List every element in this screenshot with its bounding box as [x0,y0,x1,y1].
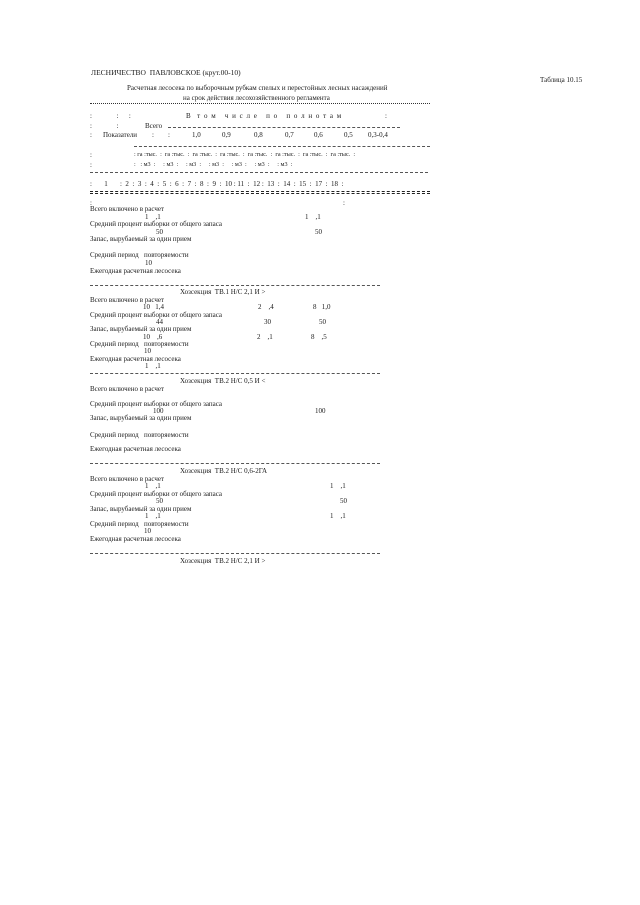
section4-rule [90,553,380,554]
s1-stock-label: Запас, вырубаемый за один прием [90,325,192,333]
section3-rule [90,463,380,464]
col-sep-row5: : [90,161,92,169]
density-0-6: 0,6 [314,131,323,139]
col-sep-row3b: : : [152,131,170,139]
s2-stock-label: Запас, вырубаемый за один прием [90,414,192,422]
s2-total-label: Всего включено в расчет [90,385,165,393]
s3-title: Хозсекция ТВ.2 Н/С 0,6-2ГА [180,467,268,475]
s2-avg-value-b: 100 [315,407,326,415]
s3-stock-label: Запас, вырубаемый за один прием [90,505,192,513]
density-heading: В т о м ч и с л е п о п о л н о т а м [186,112,343,120]
s1-total-value: 10 1,4 [143,303,164,311]
col-sep-row2: : : [90,122,119,130]
s0-avg-value: 50 [156,228,163,236]
s1-stock-value: 10 ,6 [143,333,163,341]
s0-total-value-b: 1 ,1 [305,213,321,221]
density-0-9: 0,9 [222,131,231,139]
section2-rule [90,373,380,374]
s1-stock-value-c: 8 ,5 [311,333,327,341]
units-top-rule [134,146,430,147]
s2-avg-label: Средний процент выборки от общего запаса [90,400,223,408]
s3-period-label: Средний период повторяемости [90,520,189,528]
density-1-0: 1,0 [192,131,201,139]
s1-total-value-b: 2 ,4 [258,303,274,311]
s0-avg-value-b: 50 [315,228,322,236]
s3-stock-value: 1 ,1 [145,512,161,520]
column-numbers: : 1 : 2 : 3 : 4 : 5 : 6 : 7 : 8 : 9 : 10 : 11 : 12 : 13 : 14 : 15 : 17 : 18 : [90,180,344,188]
table-title-line1: Расчетная лесосека по выборочным рубкам спелых и перестойных лесных насаждений [127,84,388,92]
col-sep-row3: : [90,131,92,139]
s1-title: Хозсекция ТВ.1 Н/С 2,1 И > [180,288,266,296]
s2-avg-value: 100 [153,407,164,415]
pokazateli-label: Показатели [103,131,138,139]
s3-total-value: 1 ,1 [145,482,161,490]
density-0-3-0-4: 0,3-0,4 [368,131,388,139]
s0-stock-label: Запас, вырубаемый за один прием [90,235,192,243]
s2-annual-label: Ежегодная расчетная лесосека [90,445,181,453]
s3-total-label: Всего включено в расчет [90,475,165,483]
density-underline [168,127,400,128]
s3-total-value-b: 1 ,1 [330,482,346,490]
table-title-line2: на срок действия лесохозяйственного регламента [183,94,330,102]
s0-total-value: 1 ,1 [145,213,161,221]
vsego-label: Всего [145,122,163,130]
m3-row: : : м3 : : м3 : : м3 : : м3 : : м3 : : м3 : : м3 : [134,161,293,168]
s3-stock-value-b: 1 ,1 [330,512,346,520]
section1-rule [90,285,380,286]
s0-period-label: Средний период повторяемости [90,251,189,259]
s3-annual-label: Ежегодная расчетная лесосека [90,535,181,543]
s0-total-label: Всего включено в расчет [90,205,165,213]
s2-period-label: Средний период повторяемости [90,431,189,439]
s1-annual-label: Ежегодная расчетная лесосека [90,355,181,363]
s3-avg-value-b: 50 [340,497,347,505]
s1-period-value: 10 [144,347,151,355]
s1-annual-value: 1 ,1 [145,362,161,370]
s1-total-value-c: 8 1,0 [313,303,331,311]
units-row: : га :тыс. : га :тыс. : га :тыс. : га :тыс. : га :тыс. : га :тыс. : га :тыс. : га :тыс. : [134,151,356,158]
s2-title: Хозсекция ТВ.2 Н/С 0,5 И < [180,377,266,385]
numbers-top-rule [90,172,428,173]
s1-avg-value-c: 50 [319,318,326,326]
header-bottom-rule2 [90,193,430,194]
density-0-7: 0,7 [285,131,294,139]
s0-annual-label: Ежегодная расчетная лесосека [90,267,181,275]
forestry-name: ЛЕСНИЧЕСТВО ПАВЛОВСКОЕ (крут.00-10) [91,68,241,77]
s1-avg-value: 44 [156,318,163,326]
s1-total-label: Всего включено в расчет [90,296,165,304]
col-sep-after: : [90,199,92,207]
density-0-8: 0,8 [254,131,263,139]
s3-period-value: 10 [144,527,151,535]
table-number: Таблица 10.15 [540,76,583,84]
s3-avg-label: Средний процент выборки от общего запаса [90,490,223,498]
col-sep-row4: : [90,151,92,159]
s1-avg-value-b: 30 [264,318,271,326]
header-bottom-rule [90,191,430,192]
col-sep-after-end: : [343,199,345,207]
s4-title: Хозсекция ТВ.2 Н/С 2,1 И > [180,557,266,565]
s1-period-label: Средний период повторяемости [90,340,189,348]
col-sep-row1-end: : [385,112,387,120]
s0-avg-label: Средний процент выборки от общего запаса [90,220,223,228]
s1-stock-value-b: 2 ,1 [257,333,273,341]
s3-avg-value: 50 [156,497,163,505]
col-sep-row1: : : : [90,112,131,120]
s1-avg-label: Средний процент выборки от общего запаса [90,311,223,319]
density-0-5: 0,5 [344,131,353,139]
s0-period-value: 10 [145,259,152,267]
table-top-rule [90,103,430,104]
